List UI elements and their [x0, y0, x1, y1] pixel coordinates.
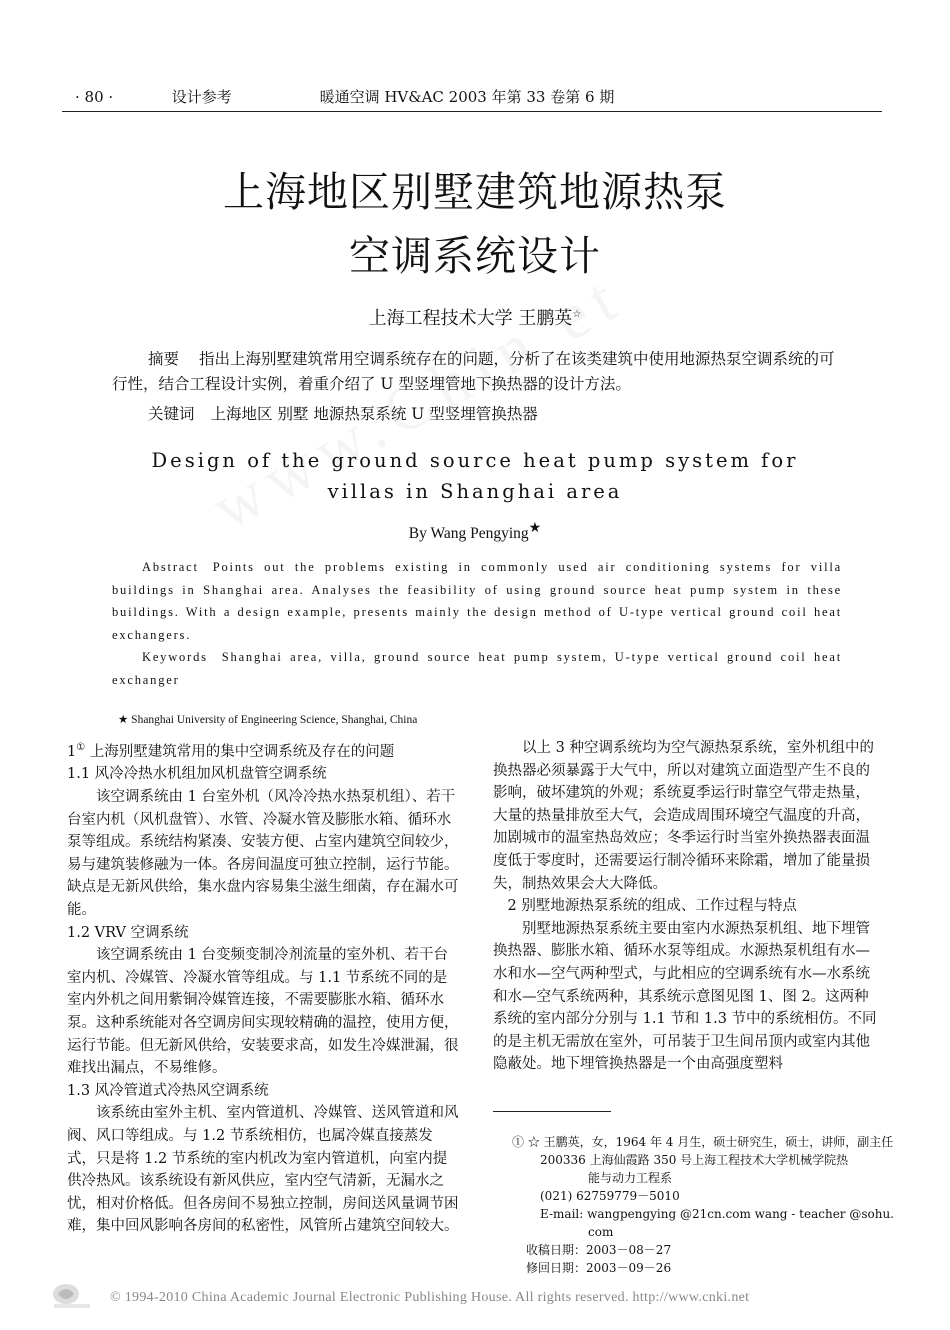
- english-author-mark: ★: [528, 521, 542, 536]
- english-keywords-label: Keywords: [142, 650, 208, 664]
- footnote-line: E-mail: wangpengying @21cn.com wang - teacher @sohu.: [540, 1207, 894, 1221]
- footnote-ref-mark: ①: [76, 742, 86, 753]
- english-affiliation: ★ Shanghai University of Engineering Science, Shanghai, China: [118, 714, 418, 726]
- english-abstract-text: Points out the problems existing in commonly used air conditioning systems for villa buildings in Shanghai area. Analyses the feasibility of using ground source heat pump system in these buildings. With a design example, presents mainly the design method of U-type vertical ground coil heat exchangers.: [112, 560, 842, 642]
- section-1-2-heading: 1.2 VRV 空调系统: [67, 924, 189, 941]
- author-line-cn: [0, 304, 950, 330]
- title-line-2: 空调系统设计: [349, 232, 601, 280]
- english-author: By Wang Pengying: [408, 525, 529, 543]
- body-left-column: [67, 737, 459, 1238]
- section-2-text: 别墅地源热泵系统主要由室内水源热泵机组、地下埋管换热器、膨胀水箱、循环水泵等组成。水源热泵机组有水—水和水—空气两种型式，与此相应的空调系统有水—水系统和水—空气系统两种，其系统示意图见图 1、图 2。这两种系统的室内部分分别与 1.1 节和 1.3 节中的系统相仿。不同的是主机无需放在室外，可吊装于卫生间吊顶内或室内其他隐蔽处。地下埋管换热器是一个由高强度塑料: [493, 920, 877, 1073]
- keywords-label: 关键词: [148, 405, 195, 423]
- body-right-column: [493, 737, 883, 1076]
- section-1-1-heading: 1.1 风冷冷热水机组加风机盘管空调系统: [67, 766, 327, 783]
- running-header: [75, 86, 614, 107]
- section-label: 设计参考: [171, 88, 232, 106]
- revised-date: 修回日期：2003－09－26: [526, 1261, 672, 1275]
- keywords-cn: [112, 402, 847, 427]
- journal-info: 暖通空调 HV&AC 2003 年第 33 卷第 6 期: [319, 88, 615, 106]
- received-date: 收稿日期：2003－08－27: [526, 1243, 672, 1257]
- section-1-title: 上海别墅建筑常用的集中空调系统及存在的问题: [89, 743, 395, 760]
- english-abstract-label: Abstract: [142, 560, 199, 574]
- keywords-text: 上海地区 别墅 地源热泵系统 U 型竖埋管换热器: [210, 405, 538, 423]
- header-rule: [62, 111, 882, 112]
- footnote-line: com: [588, 1225, 614, 1239]
- section-1-3-text: 该系统由室外主机、室内管道机、冷媒管、送风管道和风阀、风口等组成。与 1.2 节系统相仿，也属冷媒直接蒸发式，只是将 1.2 节系统的室内机改为室内管道机，向室内提供冷热风。该系统设有新风供应，室内空气清新，无漏水之忧，相对价格低。但各房间不易独立控制，房间送风量调节困难，集中回风影响各房间的私密性，风管所占建筑空间较大。: [67, 1105, 459, 1235]
- section-1-3-heading: 1.3 风冷管道式冷热风空调系统: [67, 1082, 269, 1099]
- footnote-rule: [493, 1111, 611, 1112]
- english-keywords-text: Shanghai area, villa, ground source heat pump system, U-type vertical ground coil heat exchanger: [112, 650, 842, 687]
- abstract-text: 指出上海别墅建筑常用空调系统存在的问题，分析了在该类建筑中使用地源热泵空调系统的可行性，结合工程设计实例，着重介绍了 U 型竖埋管地下换热器的设计方法。: [112, 350, 835, 393]
- footnote-line: 能与动力工程系: [588, 1171, 673, 1185]
- footnote-line: ① ☆ 王鹏英，女，1964 年 4 月生，硕士研究生，硕士，讲师，副主任: [512, 1135, 894, 1149]
- abstract-cn: [112, 347, 847, 397]
- author-mark: ☆: [572, 309, 582, 320]
- footnote-line: (021) 62759779－5010: [540, 1189, 680, 1203]
- english-author-line: [0, 520, 950, 543]
- footnote: [512, 1133, 892, 1277]
- english-title-line-2: villas in Shanghai area: [327, 480, 623, 503]
- page-number: · 80 ·: [75, 88, 114, 106]
- cnki-logo-icon: [50, 1280, 94, 1310]
- footnote-line: 200336 上海仙霞路 350 号上海工程技术大学机械学院热: [540, 1153, 849, 1167]
- abstract-label: 摘要: [148, 350, 180, 368]
- copyright-notice: © 1994-2010 China Academic Journal Electronic Publishing House. All rights reserved. http://www.cnki.net: [110, 1290, 750, 1305]
- paragraph-air-source: 以上 3 种空调系统均为空气源热泵系统，室外机组中的换热器必须暴露于大气中，所以对建筑立面造型产生不良的影响，破坏建筑的外观；系统夏季运行时靠空气带走热量，大量的热量排放至大气，会造成周围环境空气温度的升高，加剧城市的温室热岛效应；冬季运行时当室外换热器表面温度低于零度时，还需要运行制冷循环来除霜，增加了能量损失，制热效果会大大降低。: [493, 740, 874, 892]
- section-1-heading: [67, 737, 459, 763]
- section-1-2-text: 该空调系统由 1 台变频变制冷剂流量的室外机、若干台室内机、冷媒管、冷凝水管等组成。与 1.1 节系统不同的是室内外机之间用紫铜冷媒管连接，不需要膨胀水箱、循环水泵。这种系统能对各空调房间实现较精确的温控，使用方便，运行节能。但无新风供给，安装要求高，如发生冷媒泄漏，很难找出漏点，不易维修。: [67, 947, 459, 1077]
- section-2-heading: 2 别墅地源热泵系统的组成、工作过程与特点: [507, 898, 797, 915]
- section-1-number: 1: [67, 743, 77, 760]
- english-keywords: [112, 646, 842, 691]
- english-abstract: [112, 556, 842, 646]
- section-1-1-text: 该空调系统由 1 台室外机（风冷冷热水热泵机组）、若干台室内机（风机盘管）、水管、冷凝水管及膨胀水箱、循环水泵等组成。系统结构紧凑、安装方便、占室内建筑空间较少，易与建筑装修融为一体。各房间温度可独立控制，运行节能。缺点是无新风供给，集水盘内容易集尘滋生细菌，存在漏水可能。: [67, 789, 459, 918]
- title-line-1: 上海地区别墅建筑地源热泵: [223, 168, 727, 216]
- english-title-line-1: Design of the ground source heat pump system for: [151, 449, 799, 472]
- author-name-cn: 上海工程技术大学 王鹏英: [368, 308, 573, 329]
